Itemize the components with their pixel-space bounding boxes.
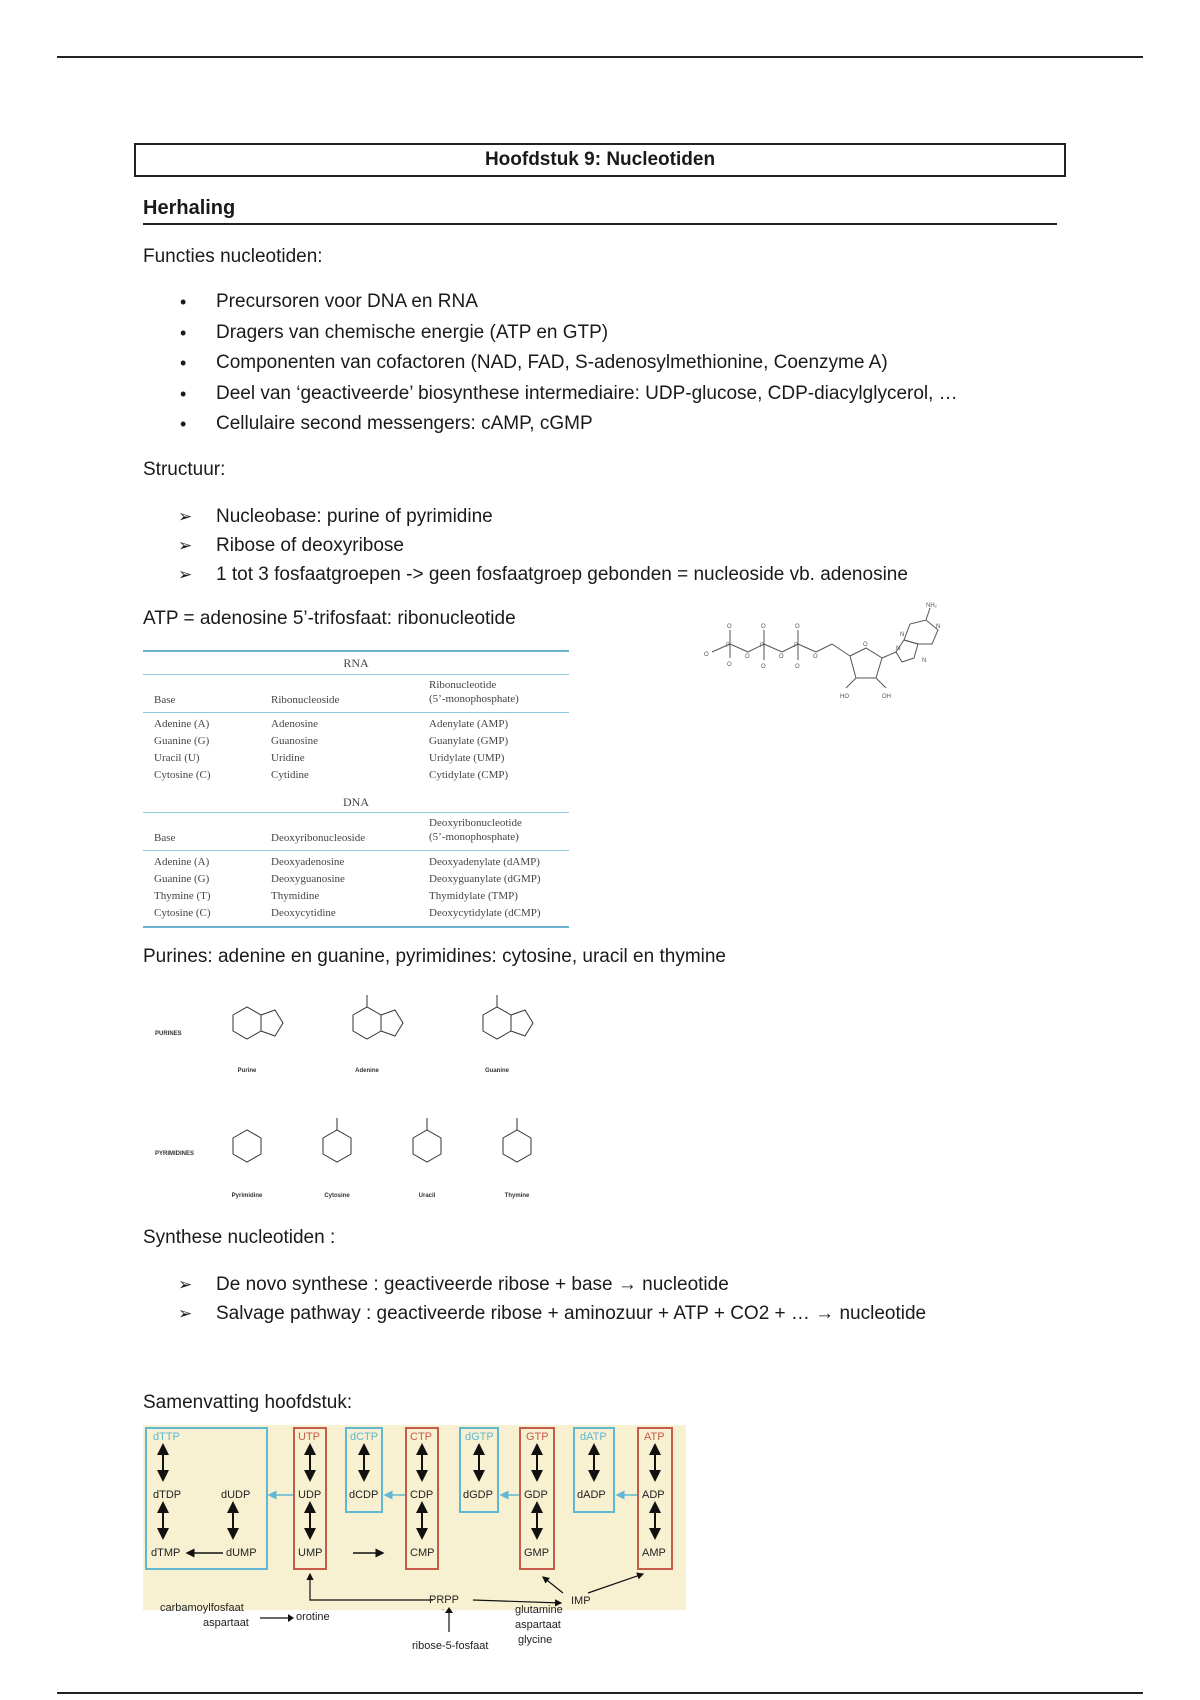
rna-nucleosides [271, 716, 318, 784]
dctp-label: dCTP [350, 1431, 379, 1443]
rna-header-nucleotide-sub: (5’-monophosphate) [429, 693, 519, 705]
dgtp-label: dGTP [465, 1431, 494, 1443]
dtdp-label: dTDP [153, 1489, 182, 1501]
list-item: ➢ 1 tot 3 fosfaatgroepen -> geen fosfaatgroep gebonden = nucleoside vb. adenosine [180, 560, 908, 589]
list-item: ➢ Salvage pathway : geactiveerde ribose + aminozuur + ATP + CO2 + … → nucleotide [180, 1299, 926, 1328]
svg-text:O: O [727, 624, 732, 630]
ctp-label: CTP [410, 1431, 432, 1443]
dna-label: DNA [343, 795, 369, 809]
dump-label: dUMP [226, 1547, 257, 1559]
svg-text:P: P [794, 643, 799, 649]
rna-header-nucleotide: Ribonucleotide [429, 679, 497, 691]
list-item: • Dragers van chemische energie (ATP en GTP) [180, 318, 958, 349]
dna-bases [154, 854, 211, 922]
dudp-label: dUDP [221, 1489, 251, 1501]
datp-label: dATP [580, 1431, 607, 1443]
table-cell: Guanine (G) [154, 735, 210, 747]
summary-diagram [143, 1425, 686, 1610]
rna-header-base: Base [154, 694, 176, 706]
list-item: • Cellulaire second messengers: cAMP, cGMP [180, 409, 958, 440]
table-cell: Deoxycytidylate (dCMP) [429, 907, 541, 919]
svg-text:O: O [779, 654, 784, 660]
nucleotide-table [143, 650, 569, 928]
ribose-label: ribose-5-fosfaat [412, 1640, 489, 1652]
table-cell: Adenine (A) [154, 718, 210, 730]
guanine-name: Guanine [484, 1068, 510, 1074]
imp-label: IMP [571, 1595, 591, 1607]
thymine-name: Thymine [504, 1193, 530, 1199]
list-item: ➢ De novo synthese : geactiveerde ribose + base → nucleotide [180, 1270, 926, 1299]
ribose-arrow [443, 1606, 455, 1634]
ump-label: UMP [298, 1547, 323, 1559]
atp-oh-label: OH [882, 694, 891, 700]
svg-text:N: N [900, 632, 905, 638]
glutamine-label: glutamine [515, 1604, 563, 1616]
carbamoyl-label: carbamoylfosfaat [160, 1602, 244, 1614]
bases-line: Purines: adenine en guanine, pyrimidines: cytosine, uracil en thymine [143, 946, 726, 967]
divider [143, 850, 569, 851]
cdp-label: CDP [410, 1489, 434, 1501]
table-cell: Adenine (A) [154, 856, 210, 868]
svg-text:N: N [896, 646, 901, 652]
list-item: • Precursoren voor DNA en RNA [180, 287, 958, 318]
bases-structure-figure [143, 980, 603, 1205]
svg-text:O: O [813, 654, 818, 660]
orotine-label: orotine [296, 1611, 330, 1623]
top-rule [57, 56, 1143, 58]
aspartaat-label: aspartaat [203, 1617, 249, 1629]
utp-label: UTP [298, 1431, 320, 1443]
table-cell: Cytosine (C) [154, 907, 211, 919]
table-cell: Guanine (G) [154, 873, 210, 885]
atp-line: ATP = adenosine 5’-trifosfaat: ribonucleotide [143, 608, 516, 629]
summary-arrows [143, 1425, 686, 1610]
bottom-rule [57, 1692, 1143, 1694]
svg-text:N: N [936, 624, 941, 630]
svg-text:O: O [795, 664, 800, 670]
table-cell: Uracil (U) [154, 752, 200, 764]
table-cell: Adenylate (AMP) [429, 718, 509, 730]
table-cell: Deoxyadenosine [271, 856, 345, 868]
dtmp-label: dTMP [151, 1547, 181, 1559]
svg-text:O: O [727, 662, 732, 668]
list-item: ➢ Ribose of deoxyribose [180, 531, 908, 560]
list-item: ➢ Nucleobase: purine of pyrimidine [180, 502, 908, 531]
table-cell: Deoxycytidine [271, 907, 336, 919]
gdp-label: GDP [524, 1489, 548, 1501]
svg-text:O: O [863, 642, 868, 648]
svg-text:O: O [745, 654, 750, 660]
synthesis-list [180, 1270, 926, 1328]
functions-intro: Functies nucleotiden: [143, 246, 323, 267]
dna-header-nucleotide-sub: (5’-monophosphate) [429, 831, 519, 843]
dgdp-label: dGDP [463, 1489, 493, 1501]
table-cell: Adenosine [271, 718, 319, 730]
list-item: • Componenten van cofactoren (NAD, FAD, S-adenosylmethionine, Coenzyme A) [180, 348, 958, 379]
prpp-label: PRPP [429, 1594, 459, 1606]
divider [143, 712, 569, 713]
purine-name: Purine [237, 1068, 257, 1074]
dna-nucleotides [429, 854, 541, 922]
svg-text:O: O [761, 624, 766, 630]
structure-list [180, 502, 908, 589]
page-title: Hoofdstuk 9: Nucleotiden [134, 143, 1066, 177]
cmp-label: CMP [410, 1547, 435, 1559]
table-cell: Guanosine [271, 735, 319, 747]
udp-label: UDP [298, 1489, 322, 1501]
pyrimidine-name: Pyrimidine [231, 1193, 263, 1199]
divider [143, 812, 569, 813]
dttp-label: dTTP [153, 1431, 180, 1443]
atp-label: ATP [644, 1431, 665, 1443]
divider [143, 674, 569, 675]
adp-label: ADP [642, 1489, 665, 1501]
table-cell: Deoxyguanosine [271, 873, 345, 885]
table-cell: Uridine [271, 752, 305, 764]
table-cell: Deoxyguanylate (dGMP) [429, 873, 541, 885]
orotine-arrow [258, 1612, 298, 1624]
atp-nh2-label: NH₂ [926, 603, 937, 609]
dna-header-base: Base [154, 832, 176, 844]
adenine-name: Adenine [355, 1068, 379, 1074]
functions-list [180, 287, 958, 440]
table-cell: Guanylate (GMP) [429, 735, 509, 747]
table-cell: Uridylate (UMP) [429, 752, 505, 764]
rna-bases [154, 716, 211, 784]
svg-text:O: O [761, 664, 766, 670]
synthesis-intro: Synthese nucleotiden : [143, 1227, 336, 1248]
rna-header-nucleoside: Ribonucleoside [271, 694, 340, 706]
table-cell: Thymidylate (TMP) [429, 890, 518, 902]
dna-header-nucleotide: Deoxyribonucleotide [429, 817, 522, 829]
table-cell: Deoxyadenylate (dAMP) [429, 856, 540, 868]
table-cell: Cytidine [271, 769, 309, 781]
svg-text:P: P [726, 643, 731, 649]
amp-label: AMP [642, 1547, 666, 1559]
dadp-label: dADP [577, 1489, 606, 1501]
table-cell: Cytidylate (CMP) [429, 769, 509, 781]
svg-text:P: P [760, 643, 765, 649]
glycine-label: glycine [518, 1634, 553, 1646]
structure-intro: Structuur: [143, 459, 226, 480]
atp-structure-figure [700, 600, 970, 710]
purines-label: PURINES [155, 1031, 182, 1037]
section-heading: Herhaling [143, 197, 1057, 225]
table-cell: Thymine (T) [154, 890, 211, 902]
dna-header-nucleoside: Deoxyribonucleoside [271, 832, 366, 844]
gtp-label: GTP [526, 1431, 549, 1443]
gmp-label: GMP [524, 1547, 550, 1559]
pyrimidines-label: PYRIMIDINES [155, 1151, 195, 1157]
table-cell: Cytosine (C) [154, 769, 211, 781]
list-item: • Deel van ‘geactiveerde’ biosynthese intermediaire: UDP-glucose, CDP-diacylglycerol, … [180, 379, 958, 410]
uracil-name: Uracil [418, 1193, 436, 1199]
svg-text:N: N [922, 658, 927, 664]
cytosine-name: Cytosine [324, 1193, 350, 1199]
dna-nucleosides [271, 854, 345, 922]
aspartaat2-label: aspartaat [515, 1619, 561, 1631]
rna-label: RNA [343, 656, 369, 670]
atp-ho-label: HO [840, 694, 849, 700]
rna-nucleotides [429, 716, 508, 784]
svg-text:O: O [795, 624, 800, 630]
dcdp-label: dCDP [349, 1489, 379, 1501]
summary-heading: Samenvatting hoofdstuk: [143, 1392, 353, 1413]
svg-text:O: O [704, 652, 709, 658]
table-cell: Thymidine [271, 890, 320, 902]
